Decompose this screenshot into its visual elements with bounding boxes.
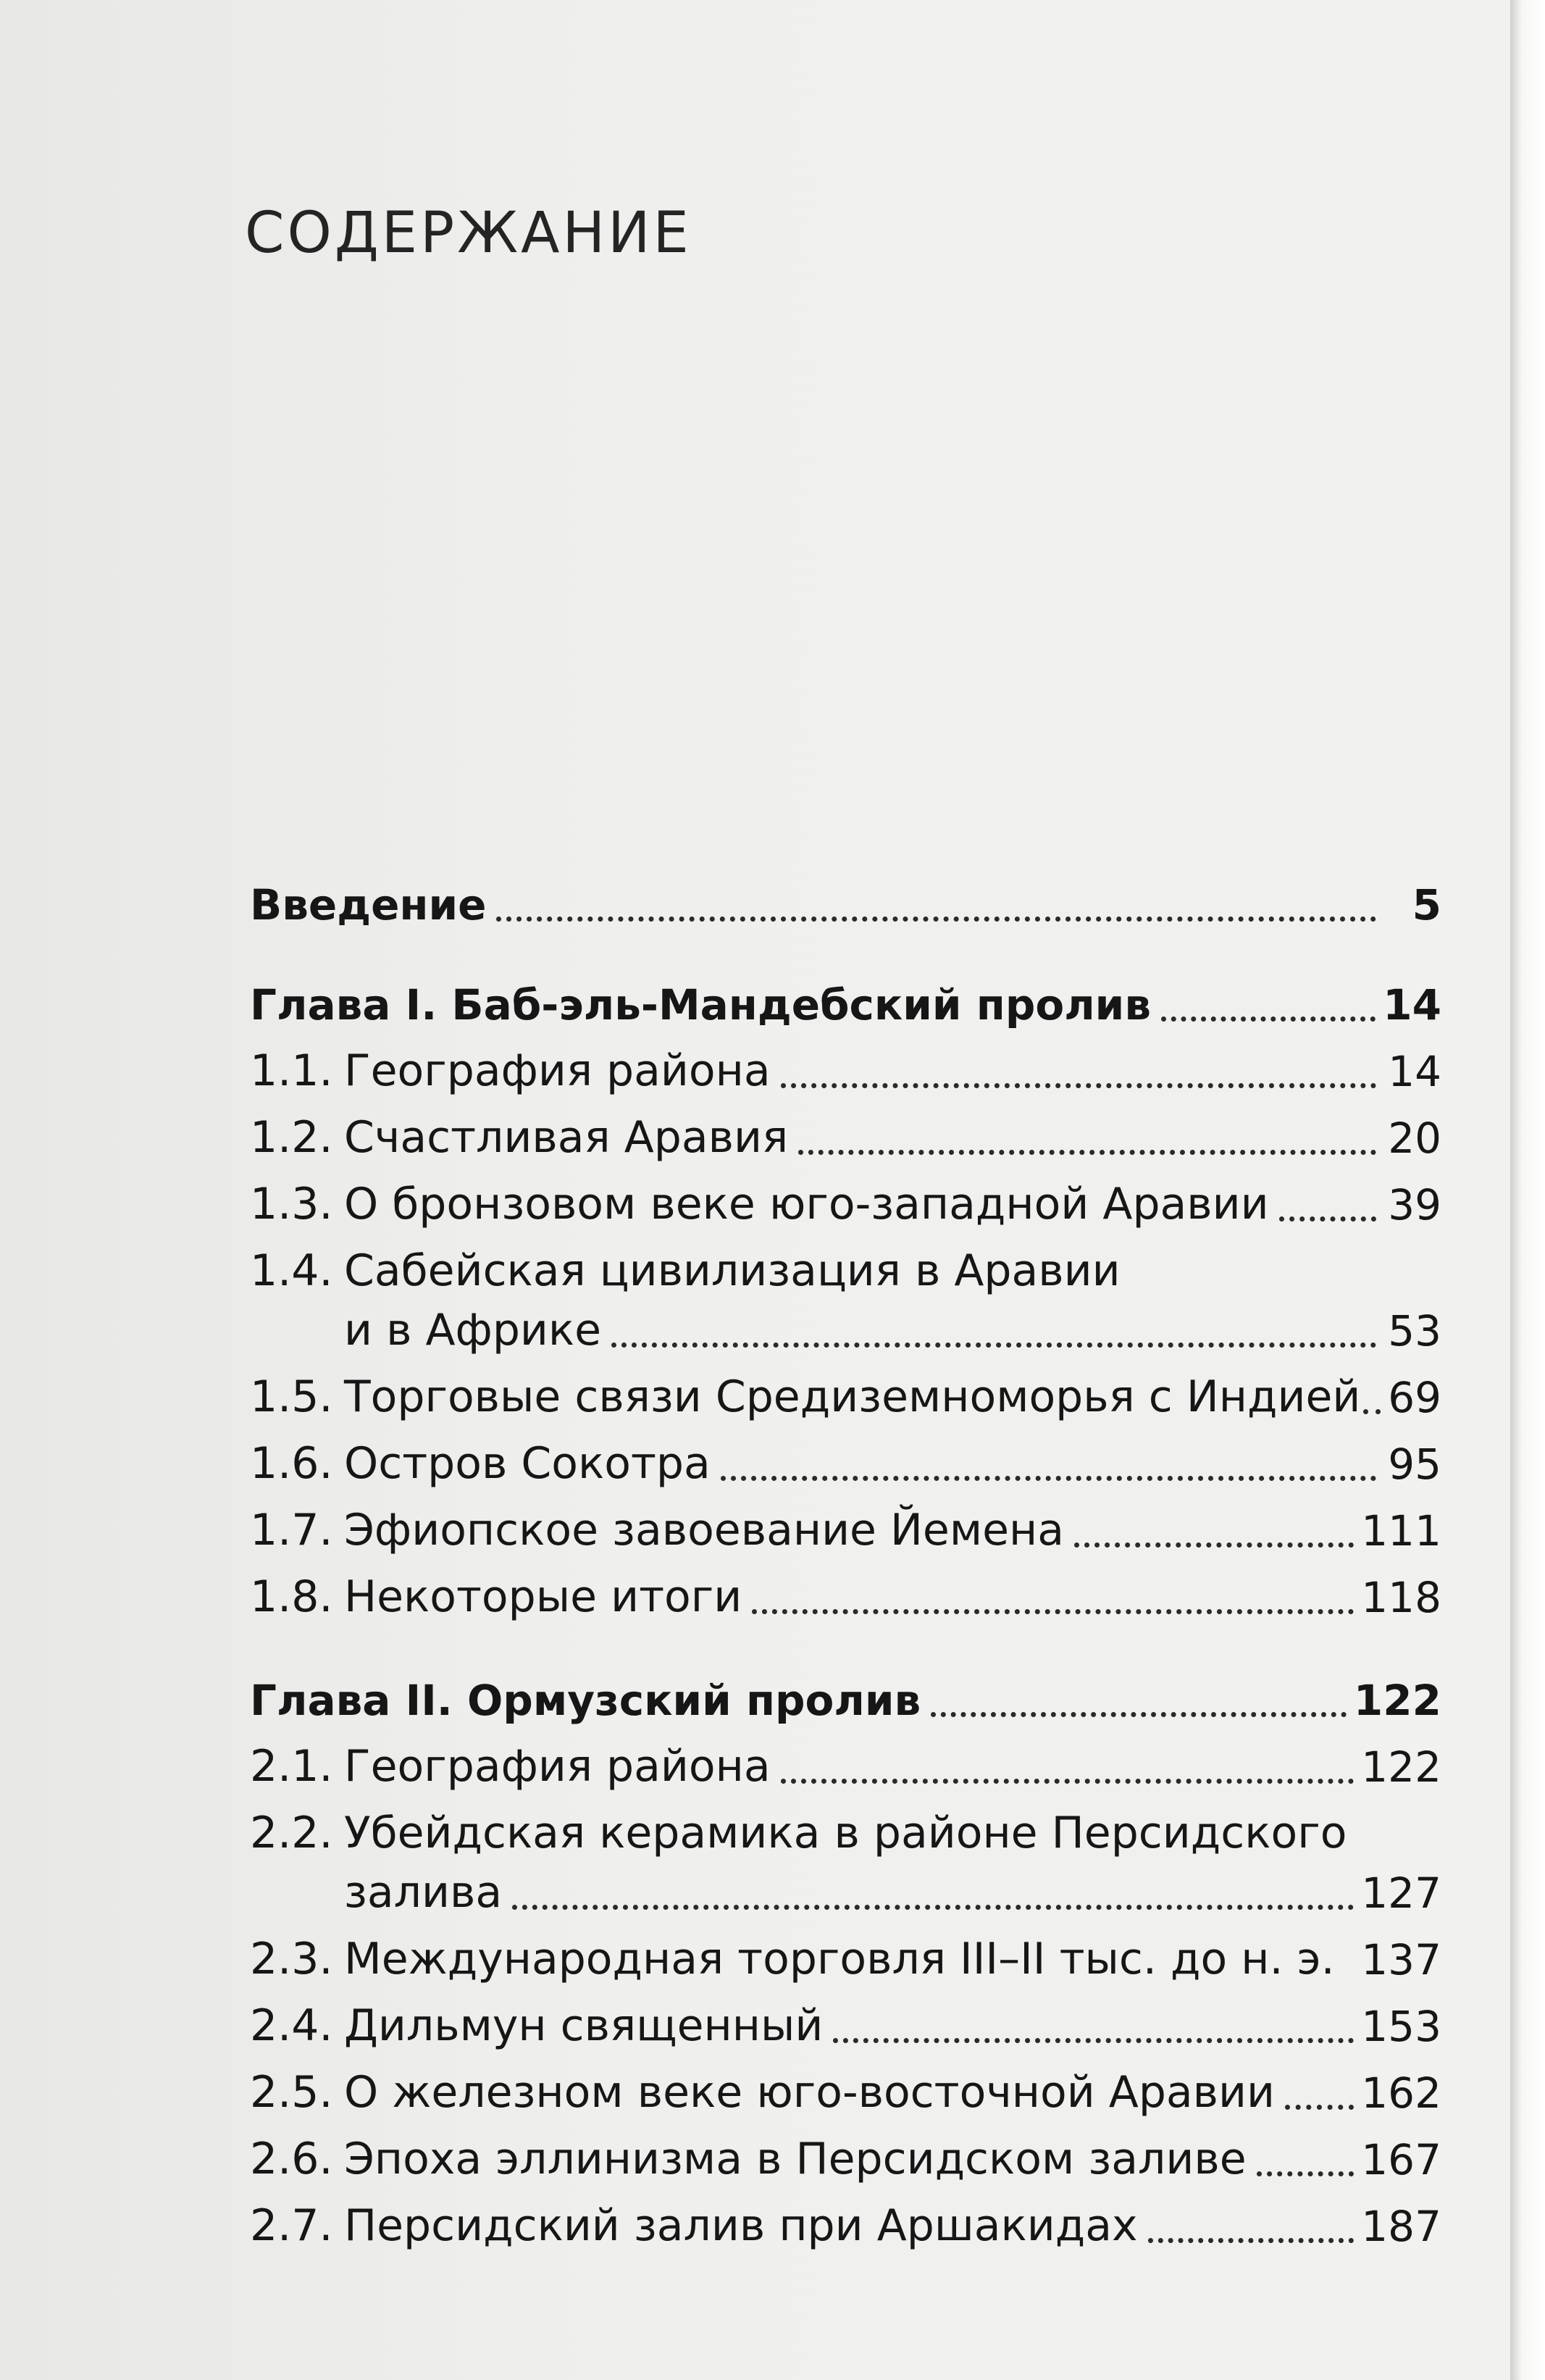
toc-entry-title: Глава I. Баб-эль-Мандебский пролив <box>250 980 1152 1030</box>
section-number: 1.8. <box>250 1571 333 1622</box>
toc-entry-title: Введение <box>250 880 487 930</box>
dot-leader <box>931 1712 1347 1717</box>
toc-entry-title: Глава II. Ормузский пролив <box>250 1676 921 1725</box>
toc-entry-page: 153 <box>1361 2002 1441 2051</box>
toc-entry-title: Торговые связи Средиземноморья с Индией <box>344 1371 1361 1422</box>
toc-entry-1-4-continuation[interactable] <box>250 1293 1441 1356</box>
toc-entry-page: 14 <box>1388 1047 1441 1096</box>
section-number: 2.4. <box>250 2000 333 2051</box>
page-title: СОДЕРЖАНИЕ <box>245 201 692 267</box>
dot-leader <box>1148 2238 1355 2243</box>
toc-entry-title: Сабейская цивилизация в Аравии <box>344 1245 1121 1296</box>
toc-entry-title: География района <box>344 1045 771 1096</box>
toc-entry-title: Убейдская керамика в районе Персидского <box>344 1808 1347 1858</box>
toc-entry-title: Дильмун священный <box>344 2000 824 2051</box>
toc-entry-2-6[interactable] <box>250 2114 1441 2184</box>
toc-entry-chapter-2[interactable] <box>250 1650 1441 1725</box>
toc-entry-page: 167 <box>1361 2135 1441 2184</box>
section-number: 1.3. <box>250 1179 333 1229</box>
toc-entry-page: 122 <box>1361 1742 1441 1792</box>
dot-leader <box>833 2038 1354 2043</box>
toc-entry-chapter-1[interactable] <box>250 955 1441 1030</box>
dot-leader <box>1345 1971 1355 1976</box>
toc-entry-title: Персидский залив при Аршакидах <box>344 2200 1138 2251</box>
dot-leader <box>611 1343 1376 1348</box>
toc-entry-page: 5 <box>1412 880 1441 930</box>
toc-entry-title: Международная торговля III–II тыс. до н. э. <box>344 1934 1335 1984</box>
toc-entry-intro[interactable] <box>250 855 1441 930</box>
dot-leader <box>1074 1542 1354 1548</box>
toc-entry-1-7[interactable] <box>250 1485 1441 1556</box>
toc-entry-2-1[interactable] <box>250 1721 1441 1792</box>
section-number: 1.7. <box>250 1505 333 1556</box>
toc-entry-title: О железном веке юго-восточной Аравии <box>344 2067 1276 2118</box>
toc-entry-title: География района <box>344 1741 771 1792</box>
dot-leader <box>496 916 1376 922</box>
dot-leader <box>781 1779 1355 1784</box>
dot-leader <box>1279 1216 1376 1222</box>
toc-entry-1-4[interactable] <box>250 1226 1441 1296</box>
toc-entry-page: 14 <box>1383 980 1441 1030</box>
table-of-contents <box>250 855 1441 2251</box>
toc-entry-2-7[interactable] <box>250 2181 1441 2251</box>
dot-leader <box>1363 1409 1381 1414</box>
toc-entry-title: Эфиопское завоевание Йемена <box>344 1505 1065 1556</box>
toc-entry-page: 20 <box>1388 1114 1441 1163</box>
section-number: 2.2. <box>250 1808 333 1858</box>
section-number: 1.5. <box>250 1371 333 1422</box>
section-number: 2.7. <box>250 2200 333 2251</box>
section-number: 2.5. <box>250 2067 333 2118</box>
toc-entry-page: 53 <box>1388 1306 1441 1356</box>
dot-leader <box>752 1609 1354 1614</box>
toc-entry-page: 111 <box>1361 1506 1441 1556</box>
dot-leader <box>798 1150 1376 1155</box>
section-number: 1.1. <box>250 1045 333 1096</box>
toc-entry-1-1[interactable] <box>250 1026 1441 1096</box>
toc-entry-2-3[interactable] <box>250 1914 1441 1984</box>
show-through-text <box>246 312 256 348</box>
toc-entry-page: 69 <box>1388 1373 1441 1422</box>
section-number: 2.1. <box>250 1741 333 1792</box>
page-edge <box>1510 0 1545 2380</box>
toc-entry-2-2-continuation[interactable] <box>250 1855 1441 1918</box>
toc-entry-page: 118 <box>1361 1573 1441 1622</box>
toc-entry-2-4[interactable] <box>250 1981 1441 2051</box>
section-number: 2.3. <box>250 1934 333 1984</box>
dot-leader <box>1161 1016 1376 1022</box>
toc-entry-2-2[interactable] <box>250 1788 1441 1858</box>
toc-entry-1-5[interactable] <box>250 1352 1441 1422</box>
dot-leader <box>1285 2105 1354 2110</box>
toc-entry-1-2[interactable] <box>250 1093 1441 1163</box>
toc-entry-page: 137 <box>1361 1935 1441 1984</box>
toc-entry-page: 95 <box>1388 1440 1441 1489</box>
toc-entry-title: О бронзовом веке юго-западной Аравии <box>344 1179 1269 1229</box>
toc-entry-page: 122 <box>1353 1676 1441 1725</box>
toc-entry-page: 162 <box>1361 2068 1441 2118</box>
toc-entry-title: Остров Сокотра <box>344 1438 711 1489</box>
section-number: 1.6. <box>250 1438 333 1489</box>
section-number: 1.4. <box>250 1245 333 1296</box>
toc-entry-2-5[interactable] <box>250 2047 1441 2118</box>
toc-entry-1-3[interactable] <box>250 1159 1441 1229</box>
dot-leader <box>512 1905 1354 1910</box>
toc-entry-page: 39 <box>1388 1180 1441 1229</box>
toc-entry-title-continuation: и в Африке <box>344 1305 602 1356</box>
toc-entry-title: Эпоха эллинизма в Персидском заливе <box>344 2134 1247 2184</box>
toc-entry-page: 127 <box>1361 1868 1441 1918</box>
toc-entry-1-6[interactable] <box>250 1419 1441 1489</box>
dot-leader <box>721 1476 1376 1481</box>
dot-leader <box>781 1083 1376 1088</box>
section-number: 2.6. <box>250 2134 333 2184</box>
toc-entry-page: 187 <box>1361 2202 1441 2251</box>
toc-entry-title: Счастливая Аравия <box>344 1112 789 1163</box>
toc-entry-title: Некоторые итоги <box>344 1571 742 1622</box>
section-number: 1.2. <box>250 1112 333 1163</box>
toc-entry-1-8[interactable] <box>250 1552 1441 1622</box>
toc-entry-title-continuation: залива <box>344 1867 503 1918</box>
dot-leader <box>1257 2171 1355 2176</box>
